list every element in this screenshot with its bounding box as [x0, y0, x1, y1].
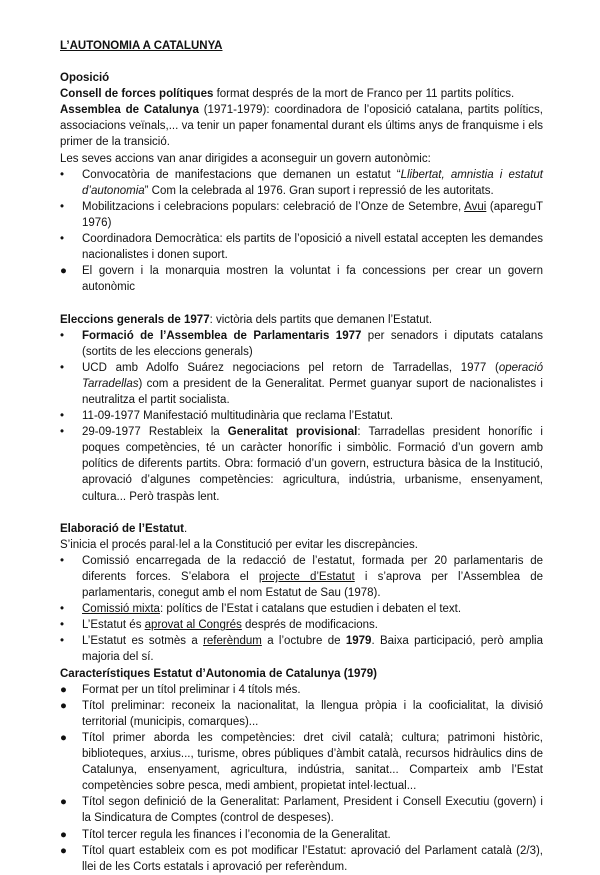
item-text: El govern i la monarquia mostren la voluntat i fa concessions per crear un govern autonòmic [82, 265, 543, 294]
item-text: Coordinadora Democràtica: els partits de l’oposició a nivell estatal accepten les demandes nacionalistes i donen suport. [82, 233, 543, 262]
item-text: Format per un títol preliminar i 4 títols més. [82, 683, 301, 696]
item-text: Mobilitzacions i celebracions populars: celebració de l’Onze de Setembre, [82, 200, 465, 213]
list-item [60, 263, 543, 295]
underlined-text: aprovat al Congrés [144, 619, 242, 632]
item-text: Títol tercer regula les finances i l’economia de la Generalitat. [82, 828, 391, 841]
underlined-text: projecte d’Estatut [258, 571, 355, 583]
italic-text: operació Tarradellas [82, 361, 543, 390]
paragraph-text: (1971-1979): coordinadora de l’oposició catalana, partits polítics, associacions veïnals,... va tenir un paper fonamental durant els últims anys de franquisme i els primer de la transició. [60, 104, 543, 149]
bold-term: Elaboració de l’Estatut [60, 522, 184, 535]
item-text: i s’aprova per l’Assemblea de parlamentaris, conegut amb el nom Estatut de Sau (1978). [82, 571, 543, 600]
list-item [60, 360, 543, 408]
paragraph-proces: S’inicia el procés paral·lel a la Constitució per evitar les discrepàncies. [60, 538, 418, 551]
list-item [60, 553, 543, 601]
bullet-marker: • [60, 619, 65, 632]
list-item [60, 633, 543, 665]
bullet-marker: • [60, 200, 65, 213]
dot-marker: ● [60, 796, 67, 809]
item-text: L’Estatut es sotmès a [82, 635, 204, 648]
bold-term: Consell de forces polítiques [60, 88, 214, 101]
item-text: a l’octubre de [261, 635, 346, 648]
bullet-marker: • [60, 168, 65, 181]
dot-marker: ● [60, 265, 67, 278]
dot-marker: ● [60, 828, 67, 841]
list-item [60, 231, 543, 263]
bullet-marker: • [60, 233, 65, 246]
item-text: 11-09-1977 Manifestació multitudinària que reclama l’Estatut. [82, 410, 394, 423]
bullet-marker: • [60, 361, 65, 374]
item-text: (apareguT 1976) [82, 200, 543, 229]
bold-term: Generalitat provisional [227, 426, 358, 439]
section-heading-elaboracio [60, 521, 543, 537]
italic-text: Llibertat, amnistia i estatut d’autonomia [82, 168, 544, 197]
item-text: Convocatòria de manifestacions que demanen un estatut “ [82, 168, 401, 181]
paragraph-eleccions [60, 312, 543, 328]
list-item [60, 167, 543, 199]
list-item [60, 682, 543, 698]
bullet-marker: • [60, 603, 65, 616]
bullet-marker: • [60, 410, 65, 423]
paragraph-consell [60, 86, 543, 102]
item-text: Títol segon definició de la Generalitat: Parlament, President i Consell Executiu (govern) i la Sindicatura de Comptes (control de despeses). [82, 796, 543, 825]
list-item [60, 408, 543, 424]
paragraph-accions: Les seves accions van anar dirigides a aconseguir un govern autonòmic: [60, 152, 431, 165]
item-text: per senadors i diputats catalans (sortits de les eleccions generals) [82, 329, 543, 358]
list-item [60, 843, 543, 875]
item-text: . Baixa participació, però amplia majoria del sí. [82, 635, 543, 664]
dot-marker: ● [60, 731, 67, 744]
paragraph-text: format després de la mort de Franco per 11 partits polítics. [213, 88, 515, 101]
list-item [60, 794, 543, 826]
list-item [60, 730, 543, 794]
item-text: 29-09-1977 Restableix la [82, 426, 228, 439]
list-item [60, 827, 543, 843]
item-text: després de modificacions. [241, 619, 378, 632]
item-text: ” Com la celebrada al 1976. Gran suport i repressió de les autoritats. [144, 184, 494, 197]
item-text: : Tarradellas president honorífic i poques competències, té un caràcter honorífic i simbòlic. Formació d’un govern amb polítics de diferents partits. Obra: formació d’un govern, estructura bàsica de la Institució, aprovació d’algunes competències: agricultura, indústria, urbanisme, ensenyament, cultura... Però traspàs lent. [82, 426, 543, 503]
dot-marker: ● [60, 699, 67, 712]
bullet-marker: • [60, 635, 65, 648]
paragraph-assemblea [60, 102, 543, 150]
item-text: Comissió encarregada de la redacció de l’estatut, formada per 20 parlamentaris de diferents forces. S’elabora el [82, 554, 543, 583]
item-text: L’Estatut és [82, 619, 145, 632]
underlined-text: Comissió mixta [82, 603, 160, 616]
bullet-marker: • [60, 329, 65, 342]
item-text: Títol primer aborda les competències: dret civil català; cultura; patrimoni històric, biblioteques, arxius..., turisme, obres públiques d’àmbit català, recursos hidràulics dins de Catalunya, ensenyament, agricultura, indústria, sanitat... Comparteix amb l’Estat competències sobre pesca, medi ambient, propietat intel·lectual... [82, 731, 543, 793]
bold-term: Formació de l’Assemblea de Parlamentaris 1977 [82, 329, 362, 342]
underlined-text: Avui [464, 200, 487, 213]
bold-term: Assemblea de Catalunya [60, 104, 199, 117]
item-text: Títol quart estableix com es pot modificar l’Estatut: aprovació del Parlament català (2/3), llei de les Corts estatals i aprovació per referèndum. [82, 844, 543, 873]
item-text: ) com a president de la Generalitat. Permet guanyar suport de nacionalistes i neutralitza el partit socialista. [82, 377, 543, 406]
item-text: UCD amb Adolfo Suárez negociacions pel retorn de Tarradellas, 1977 ( [82, 361, 499, 374]
list-item [60, 424, 543, 504]
list-item [60, 617, 543, 633]
item-text: : polítics de l’Estat i catalans que estudien i debaten el text. [159, 603, 462, 616]
dot-marker: ● [60, 683, 67, 696]
dot-marker: ● [60, 844, 67, 857]
section-heading-caracteristiques: Característiques Estatut d’Autonomia de Catalunya (1979) [60, 667, 377, 680]
underlined-text: referèndum [203, 635, 262, 648]
bold-term: 1979 [345, 635, 372, 648]
item-text: Títol preliminar: reconeix la nacionalitat, la llengua pròpia i la cooficialitat, la divisió territorial (municipis, comarques)... [82, 699, 543, 728]
heading-period: . [183, 522, 188, 535]
bold-term: Eleccions generals de 1977 [60, 313, 210, 326]
list-item [60, 601, 543, 617]
paragraph-text: : victòria dels partits que demanen l’Estatut. [209, 313, 433, 326]
list-item [60, 698, 543, 730]
page-title: L’AUTONOMIA A CATALUNYA [60, 40, 223, 52]
bullet-marker: • [60, 426, 65, 439]
list-item [60, 199, 543, 231]
section-heading-oposicio: Oposició [60, 72, 110, 85]
bullet-marker: • [60, 554, 65, 567]
list-item [60, 328, 543, 360]
